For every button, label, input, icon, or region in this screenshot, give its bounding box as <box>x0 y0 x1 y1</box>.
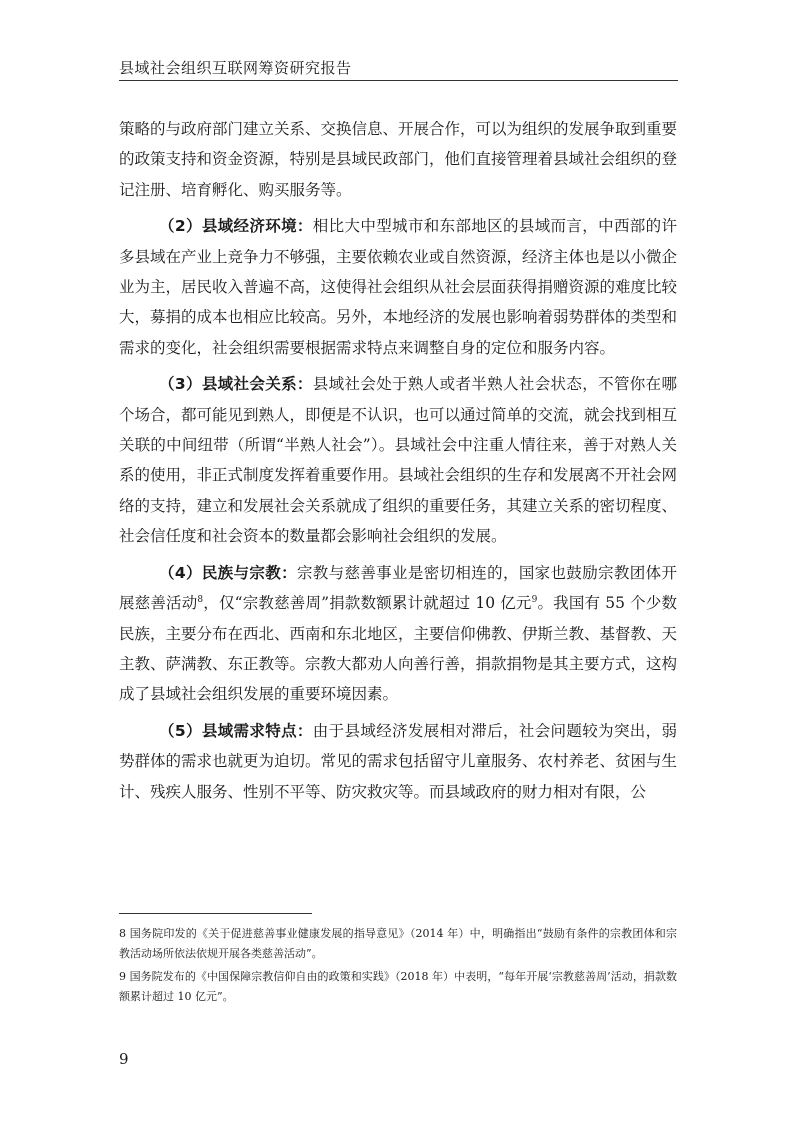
header-divider <box>119 80 678 81</box>
footnote-text: 国务院发布的《中国保障宗教信仰自由的政策和实践》（2018 年）中表明，“每年开展‘宗教慈善周’活动，捐款数额累计超过 10 亿元”。 <box>119 970 677 1003</box>
paragraph-text: 相比大中型城市和东部地区的县域而言，中西部的许多县域在产业上竞争力不够强，主要依赖农业或自然资源，经济主体也是以小微企业为主，居民收入普遍不高，这使得社会组织从社会层面获得捐赠资源的难度比较大，募捐的成本也相应比较高。另外，本地经济的发展也影响着弱势群体的类型和需求的变化，社会组织需要根据需求特点来调整自身的定位和服务内容。 <box>119 217 678 357</box>
paragraph-text: 策略的与政府部门建立关系、交换信息、开展合作，可以为组织的发展争取到重要的政策支持和资金资源，特别是县域民政部门，他们直接管理着县域社会组织的登记注册、培育孵化、购买服务等。 <box>119 120 678 199</box>
paragraph-text: 。我国有 55 个少数民族，主要分布在西北、西南和东北地区，主要信仰佛教、伊斯兰教、基督教、天主教、萨满教、东正教等。宗教大都劝人向善行善，捐款捐物是其主要方式，这构成了县域社会组织发展的重要环境因素。 <box>119 594 678 704</box>
paragraph-social-relations <box>119 369 677 551</box>
footnote-text: 国务院印发的《关于促进慈善事业健康发展的指导意见》（2014 年）中，明确指出“鼓励有条件的宗教团体和宗教活动场所依法依规开展各类慈善活动”。 <box>119 927 677 960</box>
running-header: 县域社会组织互联网筹资研究报告 <box>119 59 352 77</box>
footnote-9 <box>119 967 677 1006</box>
footnote-ref-8[interactable]: 8 <box>197 594 204 605</box>
body-text <box>119 114 677 807</box>
paragraph-text: 由于县域经济发展相对滞后，社会问题较为突出，弱势群体的需求也就更为迫切。常见的需求包括留守儿童服务、农村养老、贫困与生计、残疾人服务、性别不平等、防灾救灾等。而县域政府的财力相对有限，公 <box>119 721 678 801</box>
paragraph-text: 县域社会处于熟人或者半熟人社会状态，不管你在哪个场合，都可能见到熟人，即便是不认识，也可以通过简单的交流，就会找到相互关联的中间纽带（所谓“半熟人社会”）。县域社会中注重人情往来，善于对熟人关系的使用，非正式制度发挥着重要作用。县域社会组织的生存和发展离不开社会网络的支持，建立和发展社会关系就成了组织的重要任务，其建立关系的密切程度、社会信任度和社会资本的数量都会影响社会组织的发展。 <box>119 375 678 546</box>
footnote-ref-9[interactable]: 9 <box>531 594 538 605</box>
footnote-8 <box>119 924 677 963</box>
footnote-number: 8 <box>119 927 126 940</box>
footnote-number: 9 <box>119 970 126 983</box>
paragraph-ethnicity-religion <box>119 558 677 710</box>
page-number: 9 <box>119 1050 129 1068</box>
paragraph-text: 宗教与慈善事业是密切相连的，国家也鼓励宗教团体开展慈善活动 <box>119 563 677 613</box>
paragraph-lead-heading: （4）民族与宗教： <box>159 563 297 582</box>
paragraph-continued <box>119 114 677 205</box>
footnote-divider <box>119 913 312 914</box>
paragraph-lead-heading: （2）县域经济环境： <box>159 217 313 236</box>
paragraph-demand-features <box>119 716 677 807</box>
footnotes <box>119 924 677 1010</box>
paragraph-text: ，仅“宗教慈善周”捐款数额累计就超过 10 亿元 <box>203 594 532 613</box>
paragraph-lead-heading: （5）县域需求特点： <box>159 721 313 740</box>
paragraph-lead-heading: （3）县域社会关系： <box>159 375 313 394</box>
paragraph-economic-environment <box>119 211 677 363</box>
